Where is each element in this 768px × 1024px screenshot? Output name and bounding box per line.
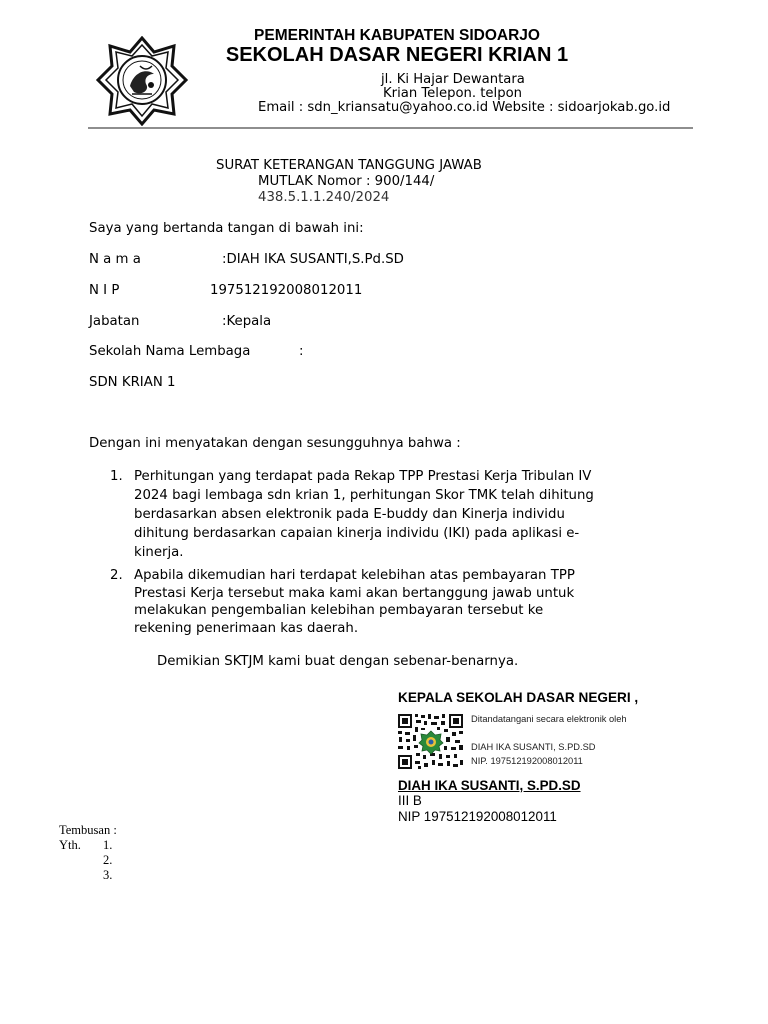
closing-text: Demikian SKTJM kami buat dengan sebenar-benarnya. xyxy=(157,654,519,669)
letterhead-government: PEMERINTAH KABUPATEN SIDOARJO xyxy=(254,27,540,44)
statement-list xyxy=(110,467,670,562)
lembaga-value: SDN KRIAN 1 xyxy=(89,375,176,390)
letterhead-contact: Email : sdn_kriansatu@yahoo.co.id Website : sidoarjokab.go.id xyxy=(258,100,671,115)
qr-code xyxy=(397,713,464,770)
tembusan-item: 3. xyxy=(103,868,113,882)
tembusan-yth: Yth. xyxy=(59,838,81,852)
statement-list-2 xyxy=(110,567,670,637)
list-item-line: Perhitungan yang terdapat pada Rekap TPP Prestasi Kerja Tribulan IV xyxy=(134,469,592,484)
list-item-number: 2. xyxy=(110,568,123,583)
list-item-line: berdasarkan absen elektronik pada E-buddy dan Kinerja individu xyxy=(134,507,565,522)
document-number-code: 438.5.1.1.240/2024 xyxy=(258,190,390,205)
signature-title: KEPALA SEKOLAH DASAR NEGERI , xyxy=(398,690,639,705)
list-item-number: 1. xyxy=(110,469,123,484)
signatory-nip: NIP 197512192008012011 xyxy=(398,809,557,824)
list-item-line: melakukan pengembalian kelebihan pembayaran tersebut ke xyxy=(134,603,544,618)
nip-label: N I P xyxy=(89,283,120,298)
tembusan-item: 2. xyxy=(103,853,113,867)
list-item xyxy=(110,467,670,562)
list-item-line: kinerja. xyxy=(134,545,184,560)
list-item-line: Prestasi Kerja tersebut maka kami akan bertanggung jawab untuk xyxy=(134,585,575,601)
letterhead-divider xyxy=(88,127,693,129)
list-item-line: 2024 bagi lembaga sdn krian 1, perhitungan Skor TMK telah dihitung xyxy=(134,488,594,503)
lembaga-colon: : xyxy=(299,344,304,359)
document-number: MUTLAK Nomor : 900/144/ xyxy=(258,174,435,189)
signatory-name: DIAH IKA SUSANTI, S.PD.SD xyxy=(398,778,581,793)
nip-value: 197512192008012011 xyxy=(210,283,363,298)
list-item xyxy=(110,567,670,637)
statement-intro: Dengan ini menyatakan dengan sesungguhnya bahwa : xyxy=(89,436,461,451)
jabatan-value: :Kepala xyxy=(222,314,272,329)
list-item-line: Apabila dikemudian hari terdapat kelebihan atas pembayaran TPP xyxy=(134,568,575,583)
list-item-line: rekening penerimaan kas daerah. xyxy=(134,620,359,636)
letterhead-phone: Krian Telepon. telpon xyxy=(383,86,522,101)
signatory-rank: III B xyxy=(398,793,422,808)
esign-nip: NIP. 197512192008012011 xyxy=(471,756,583,766)
jabatan-label: Jabatan xyxy=(89,314,140,329)
intro-text: Saya yang bertanda tangan di bawah ini: xyxy=(89,221,364,236)
esign-name: DIAH IKA SUSANTI, S.PD.SD xyxy=(471,742,596,752)
letterhead-address: jl. Ki Hajar Dewantara xyxy=(381,72,525,87)
letterhead-school-name: SEKOLAH DASAR NEGERI KRIAN 1 xyxy=(225,44,569,66)
tembusan-label: Tembusan : xyxy=(59,823,117,837)
nama-value: :DIAH IKA SUSANTI,S.Pd.SD xyxy=(222,252,404,267)
esign-caption: Ditandatangani secara elektronik oleh xyxy=(471,714,627,724)
lembaga-label: Sekolah Nama Lembaga xyxy=(89,344,251,359)
tembusan-item: 1. xyxy=(103,838,113,852)
list-item-line: dihitung berdasarkan capaian kinerja individu (IKI) pada aplikasi e- xyxy=(134,526,580,541)
nama-label: N a m a xyxy=(89,252,141,267)
document-title: SURAT KETERANGAN TANGGUNG JAWAB xyxy=(216,158,482,173)
